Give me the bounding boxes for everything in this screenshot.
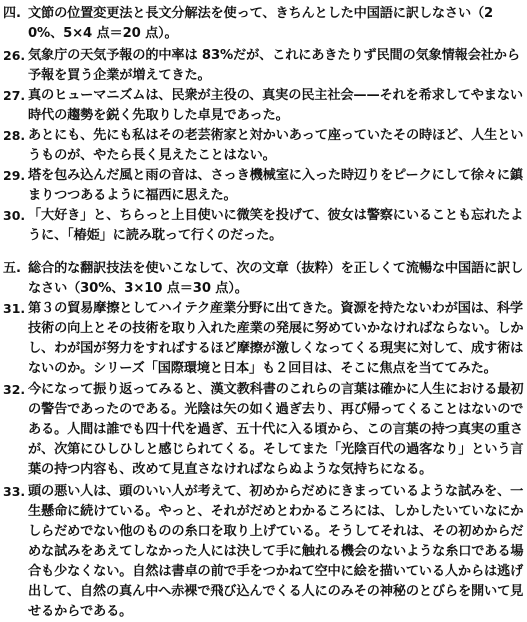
question-number: 29. (3, 168, 26, 183)
question-text: 頭の悪い人は、頭のいい人が考えて、初めからだめにきまっているような試みを、一生懸命に続けている。やっと、それがだめとわかるころには、しかしたいていなにかしらだめでない他のものの糸口を取り上げている。そうしてそれは、その初めからだめな試みをあえてしなかった人には決して手に触れる機会のないような糸口である場合も少なくない。自然は書卓の前で手をつかねて空中に絵を描いている人からは逃げ出して、自然の真ん中へ赤裸で飛び込んでくる人にのみその神秘のとびらを開いて見せるからである。 (28, 484, 524, 619)
question-text: 「大好き」と、ちらっと上目使いに微笑を投げて、彼女は警察にいることも忘れたように、「椿姫」に読み耽って行くのだった。 (28, 208, 524, 243)
section-5-heading (3, 259, 525, 299)
question-text: 気象庁の天気予報の的中率は 83%だが、これにあきたりず民間の気象情報会社から予報を買う企業が増えてきた。 (28, 48, 520, 83)
section-4-heading (3, 4, 525, 44)
question-30 (3, 206, 525, 246)
question-number: 32. (3, 382, 26, 397)
section-5-instruction: 総合的な翻訳技法を使いこなして、次の文章（抜粋）を正しくて流暢な中国語に訳しなさい（30%、3×10 点＝30 点）。 (28, 261, 524, 296)
question-28 (3, 126, 525, 166)
section-5-label: 五. (3, 261, 21, 276)
question-number: 26. (3, 48, 26, 63)
question-31 (3, 299, 525, 379)
question-text: 真のヒューマニズムは、民衆が主役の、真実の民主社会——それを希求してやまない時代の趨勢を鋭く先取りした卓見であった。 (28, 88, 523, 123)
question-33 (3, 482, 525, 622)
question-number: 27. (3, 88, 26, 103)
question-27 (3, 86, 525, 126)
section-4-label: 四. (3, 6, 21, 21)
question-26 (3, 46, 525, 86)
section-4-instruction: 文節の位置変更法と長文分解法を使って、きちんとした中国語に訳しなさい（20%、5×4 点＝20 点）。 (28, 6, 494, 41)
question-text: あとにも、先にも私はその老芸術家と対かいあって座っていたその時ほど、人生というものが、やたら長く見えたことはない。 (28, 128, 524, 163)
question-number: 28. (3, 128, 26, 143)
question-number: 31. (3, 301, 26, 316)
question-32 (3, 380, 525, 480)
question-29 (3, 166, 525, 206)
question-text: 今になって振り返ってみると、漢文教科書のこれらの言葉は確かに人生における最初の警告であったのである。光陰は矢の如く過ぎ去り、再び帰ってくることはないのである。人間は誰でも四十代を過ぎ、五十代に入る頃から、この言葉の持つ真実の重さが、次第にひしひしと感じられてくる。そしてまた「光陰百代の過客なり」という言葉の持つ内容も、改めて見直さなければならぬような気持ちになる。 (28, 382, 524, 477)
question-number: 33. (3, 484, 26, 499)
question-text: 塔を包み込んだ風と雨の音は、さっき機械室に入った時辺りをピークにして徐々に鎮まりつつあるように福西に思えた。 (28, 168, 523, 203)
question-text: 第３の貿易摩擦としてハイテク産業分野に出てきた。資源を持たないわが国は、科学技術の向上とその技術を取り入れた産業の発展に努めていかなければならない。しかし、わが国が努力をすればするほど摩擦が激しくなってくる現実に対して、成す術はないのか。シリーズ「国際環境と日本」も２回目は、そこに焦点を当ててみた。 (28, 301, 524, 376)
question-number: 30. (3, 208, 26, 223)
